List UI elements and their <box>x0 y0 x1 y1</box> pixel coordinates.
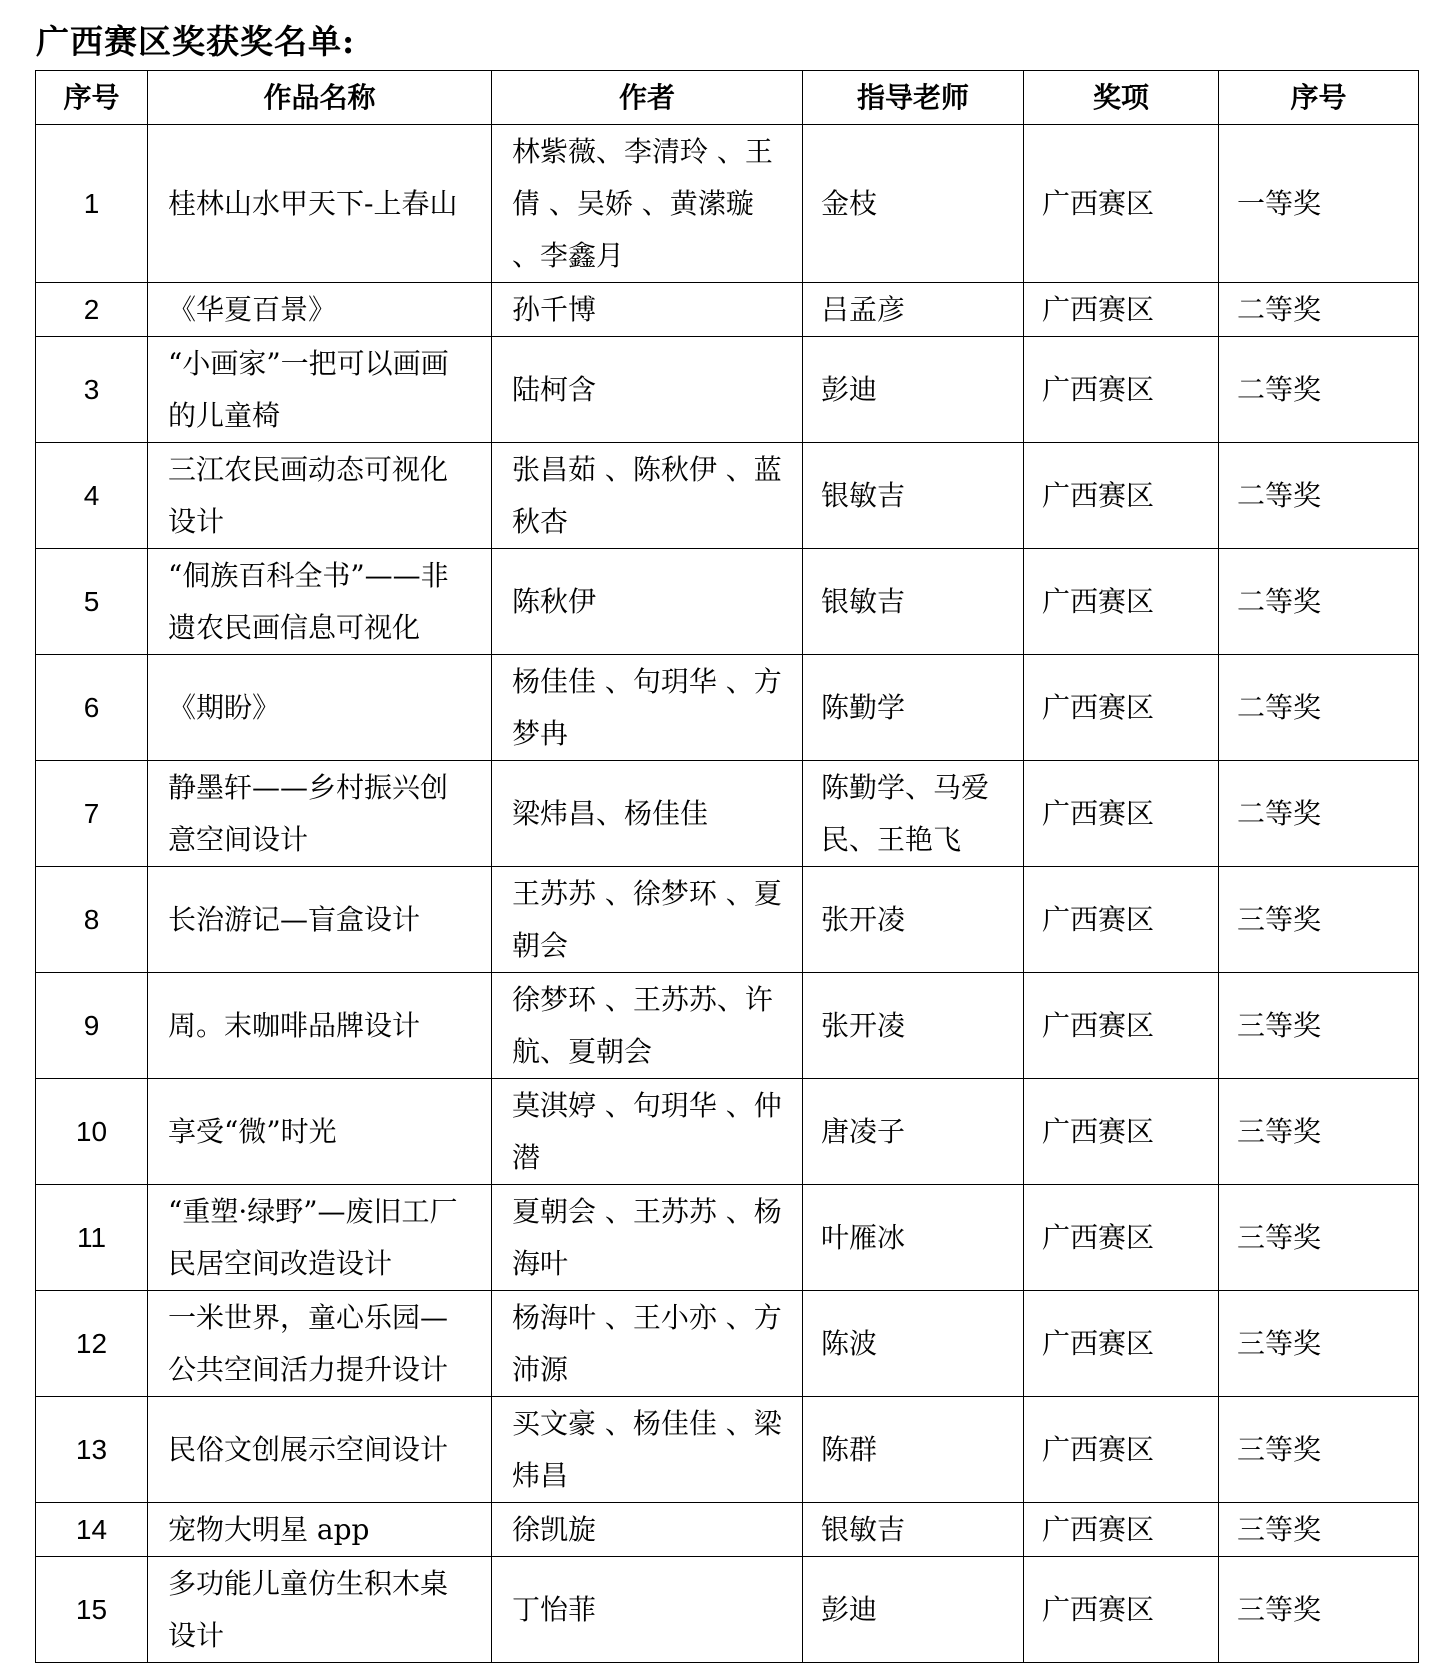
table-row <box>36 443 1419 549</box>
row-award: 一等奖 <box>1219 125 1419 283</box>
row-region: 广西赛区 <box>1024 761 1219 867</box>
row-award: 三等奖 <box>1219 1185 1419 1291</box>
row-region: 广西赛区 <box>1024 1503 1219 1557</box>
row-authors: 王苏苏 、徐梦环 、夏朝会 <box>492 867 803 973</box>
row-teacher: 银敏吉 <box>803 549 1024 655</box>
row-authors: 林紫薇、李清玲 、王倩 、吴娇 、黄潆璇 、李鑫月 <box>492 125 803 283</box>
row-work-title: 长治游记—盲盒设计 <box>148 867 492 973</box>
row-award: 三等奖 <box>1219 867 1419 973</box>
row-teacher: 彭迪 <box>803 1557 1024 1663</box>
table-header-row <box>36 71 1419 125</box>
table-row <box>36 655 1419 761</box>
row-work-title: 享受“微”时光 <box>148 1079 492 1185</box>
row-teacher: 唐凌子 <box>803 1079 1024 1185</box>
row-teacher: 张开凌 <box>803 867 1024 973</box>
row-authors: 杨佳佳 、句玥华 、方梦冉 <box>492 655 803 761</box>
row-teacher: 银敏吉 <box>803 443 1024 549</box>
row-region: 广西赛区 <box>1024 283 1219 337</box>
row-authors: 杨海叶 、王小亦 、方沛源 <box>492 1291 803 1397</box>
row-award: 三等奖 <box>1219 1397 1419 1503</box>
row-teacher: 银敏吉 <box>803 1503 1024 1557</box>
row-index: 3 <box>36 337 148 443</box>
row-index: 8 <box>36 867 148 973</box>
row-teacher: 张开凌 <box>803 973 1024 1079</box>
row-region: 广西赛区 <box>1024 867 1219 973</box>
row-authors: 莫淇婷 、句玥华 、仲潜 <box>492 1079 803 1185</box>
table-row <box>36 549 1419 655</box>
row-region: 广西赛区 <box>1024 973 1219 1079</box>
row-work-title: “重塑·绿野”—废旧工厂民居空间改造设计 <box>148 1185 492 1291</box>
row-index: 1 <box>36 125 148 283</box>
header-teacher: 指导老师 <box>803 71 1024 125</box>
award-table <box>35 70 1419 1663</box>
header-region: 奖项 <box>1024 71 1219 125</box>
row-authors: 陆柯含 <box>492 337 803 443</box>
row-work-title: 《期盼》 <box>148 655 492 761</box>
row-award: 二等奖 <box>1219 443 1419 549</box>
table-row <box>36 1557 1419 1663</box>
row-region: 广西赛区 <box>1024 337 1219 443</box>
row-award: 二等奖 <box>1219 549 1419 655</box>
row-teacher: 叶雁冰 <box>803 1185 1024 1291</box>
table-row <box>36 125 1419 283</box>
header-work-title: 作品名称 <box>148 71 492 125</box>
row-award: 三等奖 <box>1219 1079 1419 1185</box>
row-region: 广西赛区 <box>1024 1291 1219 1397</box>
row-authors: 买文豪 、杨佳佳 、梁炜昌 <box>492 1397 803 1503</box>
row-region: 广西赛区 <box>1024 655 1219 761</box>
table-row <box>36 867 1419 973</box>
row-award: 三等奖 <box>1219 1557 1419 1663</box>
row-teacher: 吕孟彦 <box>803 283 1024 337</box>
row-teacher: 彭迪 <box>803 337 1024 443</box>
row-region: 广西赛区 <box>1024 1185 1219 1291</box>
row-award: 二等奖 <box>1219 337 1419 443</box>
header-award: 序号 <box>1219 71 1419 125</box>
row-authors: 张昌茹 、陈秋伊 、蓝秋杏 <box>492 443 803 549</box>
row-teacher: 陈群 <box>803 1397 1024 1503</box>
row-index: 4 <box>36 443 148 549</box>
table-row <box>36 1079 1419 1185</box>
row-region: 广西赛区 <box>1024 125 1219 283</box>
row-index: 15 <box>36 1557 148 1663</box>
table-row <box>36 761 1419 867</box>
row-index: 2 <box>36 283 148 337</box>
row-work-title: 三江农民画动态可视化设计 <box>148 443 492 549</box>
row-work-title: “小画家”一把可以画画的儿童椅 <box>148 337 492 443</box>
row-index: 10 <box>36 1079 148 1185</box>
row-work-title: 静墨轩——乡村振兴创意空间设计 <box>148 761 492 867</box>
row-index: 11 <box>36 1185 148 1291</box>
row-work-title: 《华夏百景》 <box>148 283 492 337</box>
row-authors: 丁怡菲 <box>492 1557 803 1663</box>
row-authors: 徐凯旋 <box>492 1503 803 1557</box>
row-award: 二等奖 <box>1219 655 1419 761</box>
row-index: 5 <box>36 549 148 655</box>
row-index: 13 <box>36 1397 148 1503</box>
row-work-title: 民俗文创展示空间设计 <box>148 1397 492 1503</box>
table-row <box>36 973 1419 1079</box>
row-teacher: 陈勤学 <box>803 655 1024 761</box>
table-row <box>36 283 1419 337</box>
row-index: 14 <box>36 1503 148 1557</box>
row-region: 广西赛区 <box>1024 443 1219 549</box>
header-index: 序号 <box>36 71 148 125</box>
row-award: 三等奖 <box>1219 973 1419 1079</box>
table-row <box>36 1397 1419 1503</box>
row-work-title: 一米世界，童心乐园—公共空间活力提升设计 <box>148 1291 492 1397</box>
row-region: 广西赛区 <box>1024 549 1219 655</box>
row-index: 7 <box>36 761 148 867</box>
table-row <box>36 1291 1419 1397</box>
table-row <box>36 1185 1419 1291</box>
row-region: 广西赛区 <box>1024 1397 1219 1503</box>
table-row <box>36 337 1419 443</box>
row-work-title: 桂林山水甲天下-上春山 <box>148 125 492 283</box>
row-authors: 陈秋伊 <box>492 549 803 655</box>
page-title: 广西赛区奖获奖名单: <box>36 22 356 61</box>
row-work-title: 周。末咖啡品牌设计 <box>148 973 492 1079</box>
row-award: 三等奖 <box>1219 1503 1419 1557</box>
row-authors: 徐梦环 、王苏苏、许航、夏朝会 <box>492 973 803 1079</box>
row-award: 二等奖 <box>1219 283 1419 337</box>
row-work-title: “侗族百科全书”——非遗农民画信息可视化 <box>148 549 492 655</box>
header-authors: 作者 <box>492 71 803 125</box>
row-region: 广西赛区 <box>1024 1079 1219 1185</box>
row-index: 9 <box>36 973 148 1079</box>
row-award: 二等奖 <box>1219 761 1419 867</box>
row-work-title: 宠物大明星 app <box>148 1503 492 1557</box>
row-index: 6 <box>36 655 148 761</box>
row-teacher: 陈勤学、马爱民、王艳飞 <box>803 761 1024 867</box>
table-row <box>36 1503 1419 1557</box>
row-teacher: 陈波 <box>803 1291 1024 1397</box>
row-award: 三等奖 <box>1219 1291 1419 1397</box>
row-authors: 梁炜昌、杨佳佳 <box>492 761 803 867</box>
row-region: 广西赛区 <box>1024 1557 1219 1663</box>
row-authors: 夏朝会 、王苏苏 、杨海叶 <box>492 1185 803 1291</box>
row-index: 12 <box>36 1291 148 1397</box>
row-work-title: 多功能儿童仿生积木桌设计 <box>148 1557 492 1663</box>
row-authors: 孙千博 <box>492 283 803 337</box>
row-teacher: 金枝 <box>803 125 1024 283</box>
